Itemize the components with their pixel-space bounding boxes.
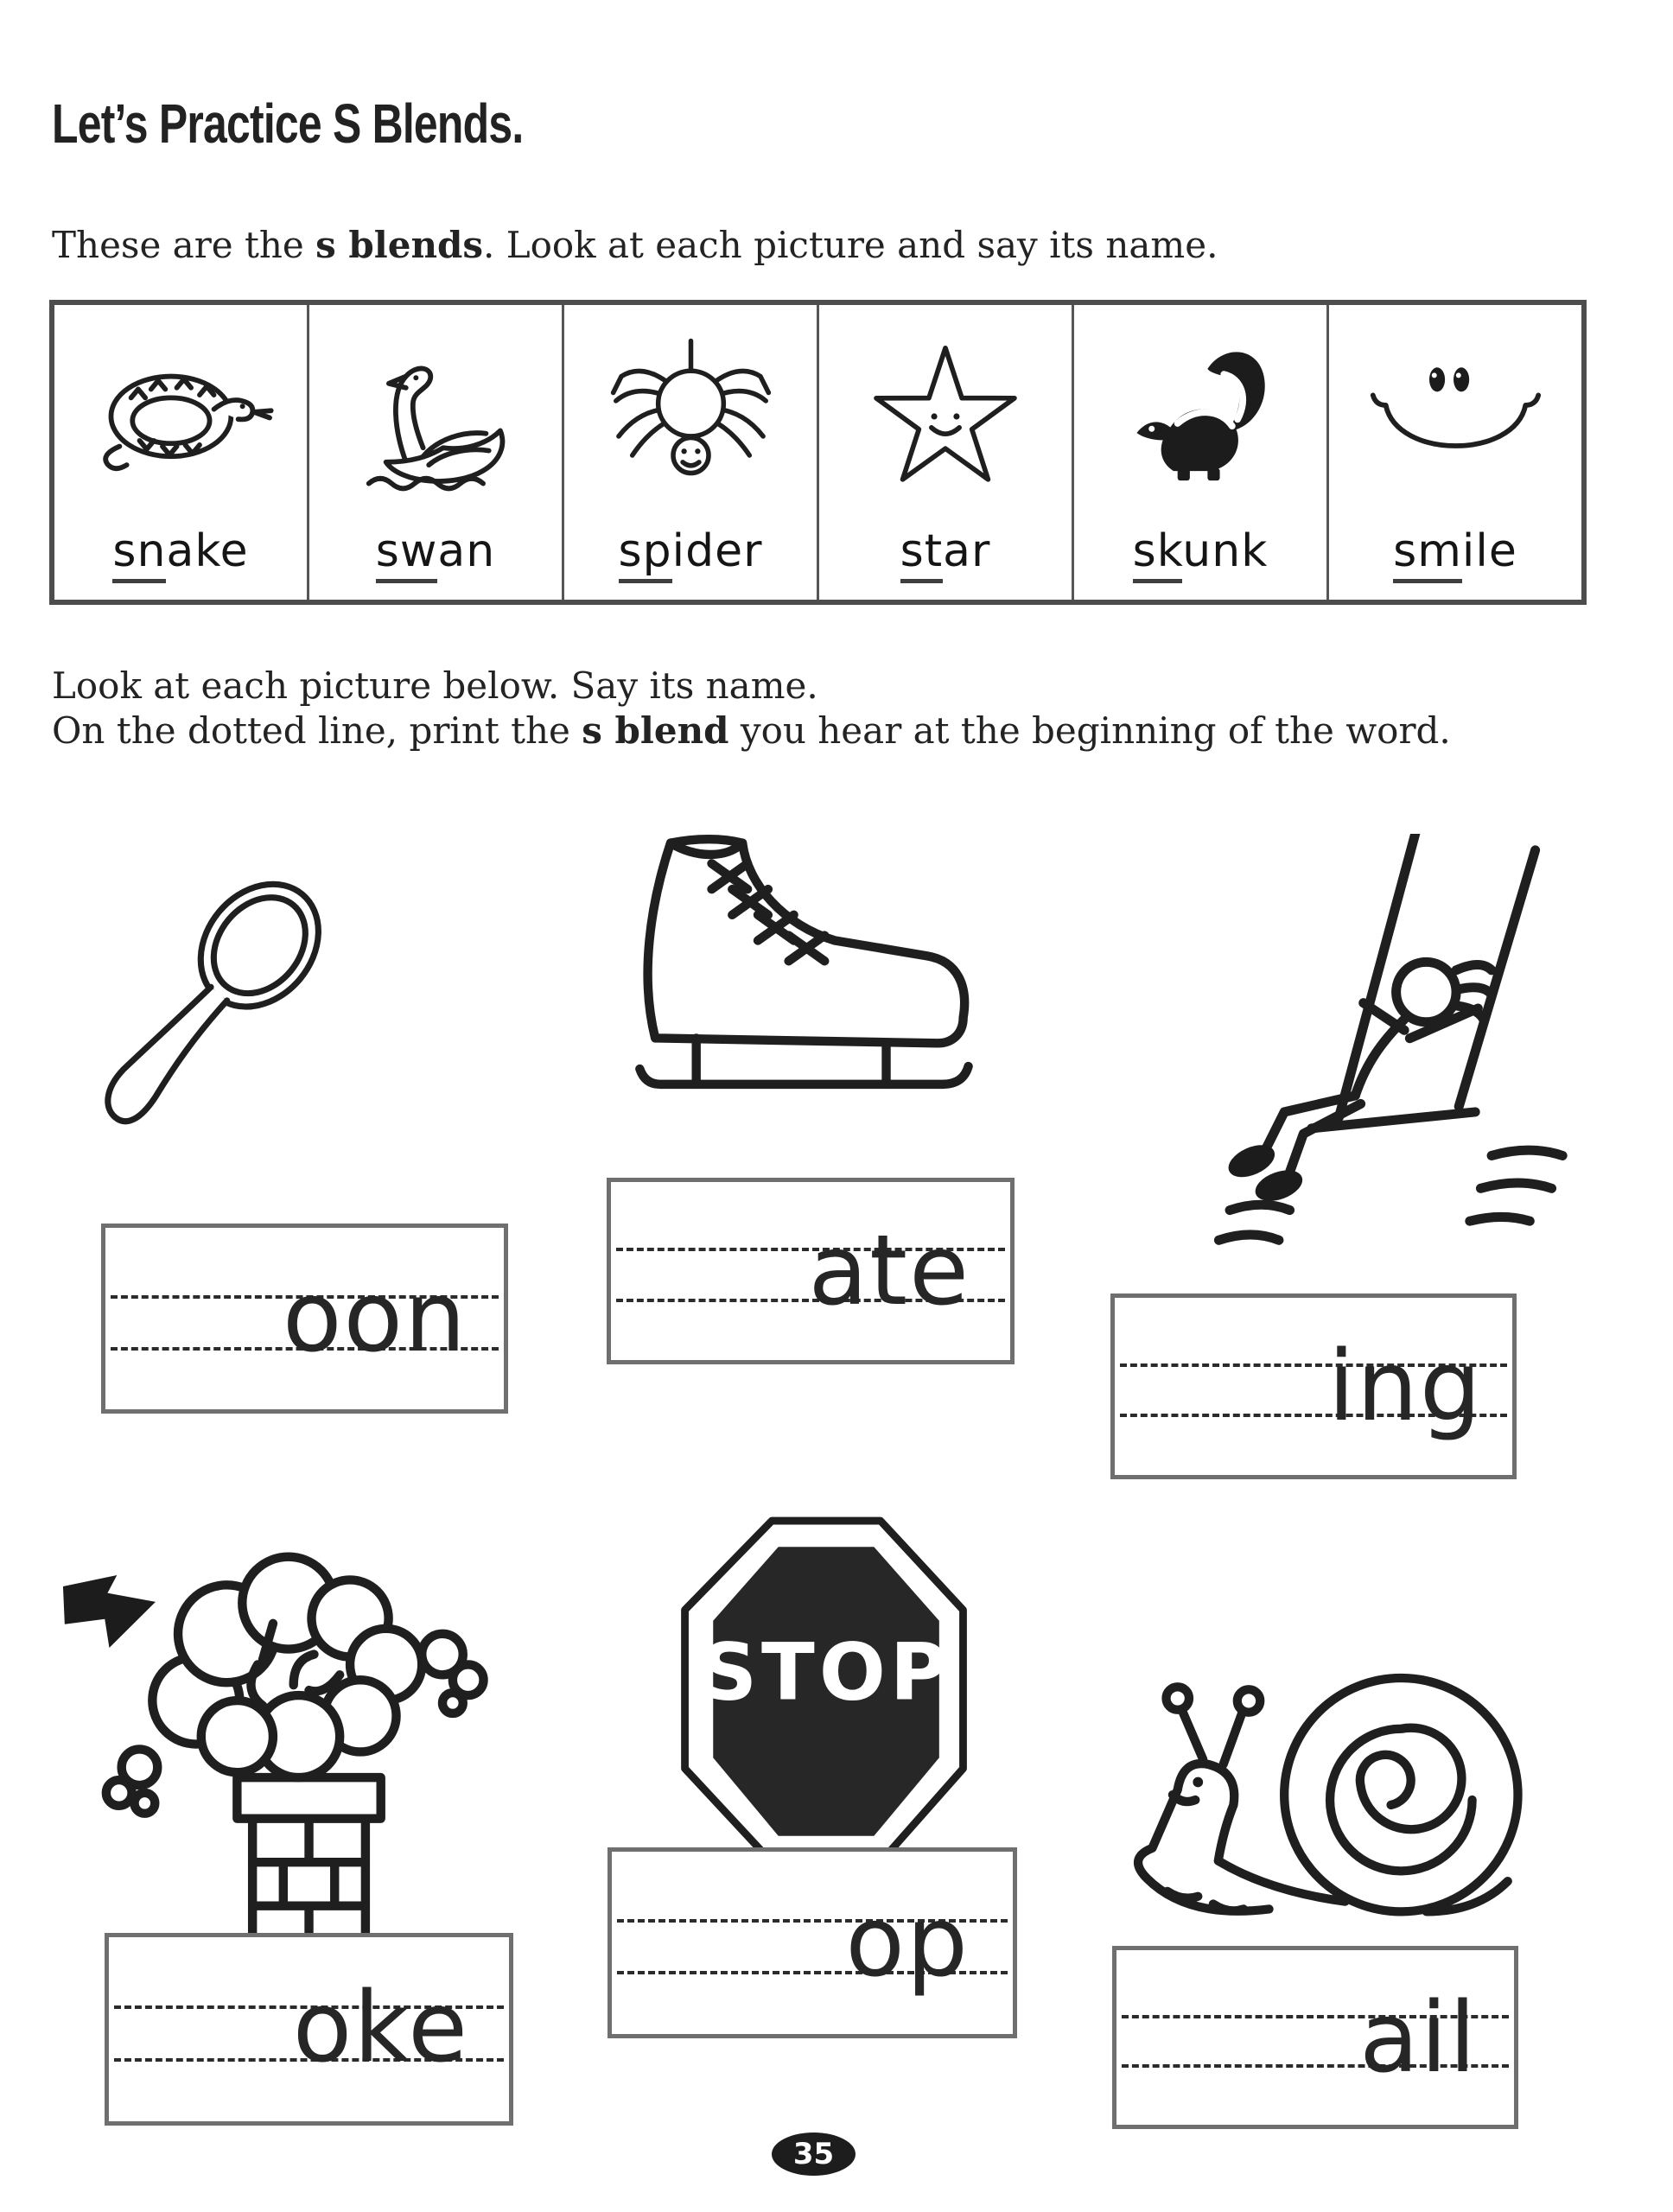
blend-rest: ider: [671, 525, 763, 577]
intro-post: . Look at each picture and say its name.: [483, 224, 1218, 266]
blend-letters: st: [900, 525, 943, 583]
blend-cell-star: [819, 305, 1074, 600]
word-ending: oon: [282, 1262, 468, 1375]
blend-letters: sn: [112, 525, 166, 583]
page-title-text: Let’s Practice S Blends.: [52, 92, 524, 155]
blend-cell-spider: [564, 305, 819, 600]
instruction-line2-post: you hear at the beginning of the word.: [728, 709, 1451, 752]
writing-box-stop[interactable]: [607, 1847, 1017, 2038]
smile-icon: [1329, 314, 1581, 525]
blend-cell-skunk: [1074, 305, 1329, 600]
page-title: [52, 92, 656, 156]
swan-icon: [309, 314, 562, 525]
writing-box-swing[interactable]: [1110, 1294, 1517, 1479]
snake-icon: [54, 314, 307, 525]
blend-label: [112, 525, 248, 577]
word-ending: ate: [808, 1215, 970, 1328]
blend-rest: ile: [1461, 525, 1517, 577]
blend-cell-swan: [309, 305, 564, 600]
blend-label: [376, 525, 495, 577]
blend-letters: sp: [619, 525, 672, 583]
blend-label: [1133, 525, 1269, 577]
instruction-line-1: Look at each picture below. Say its name.: [52, 664, 818, 707]
instruction-line2-bold: s blend: [582, 709, 729, 752]
smoke-icon: [93, 1516, 530, 1974]
blend-cell-snake: [54, 305, 309, 600]
blend-cell-smile: [1329, 305, 1581, 600]
writing-box-spoon[interactable]: [101, 1224, 508, 1414]
stop-sign-icon: [662, 1512, 982, 1871]
instruction-line2-pre: On the dotted line, print the: [52, 709, 582, 752]
intro-bold: s blends: [315, 224, 484, 266]
star-icon: [819, 314, 1072, 525]
word-ending: ing: [1327, 1331, 1483, 1444]
blend-letters: sw: [376, 525, 438, 583]
page-number: 35: [792, 2137, 835, 2171]
blend-letters: sk: [1133, 525, 1183, 583]
page-number-badge: [772, 2133, 856, 2176]
intro-instruction: [52, 223, 1218, 268]
word-ending: ail: [1359, 1982, 1478, 2095]
word-ending: oke: [292, 1971, 469, 2084]
blend-rest: ar: [943, 525, 991, 577]
skunk-icon: [1074, 314, 1326, 525]
intro-pre: These are the: [52, 224, 316, 266]
blend-rest: an: [437, 525, 496, 577]
exercise-instructions: [52, 664, 1451, 753]
swing-icon: [1106, 834, 1577, 1270]
writing-box-smoke[interactable]: [105, 1933, 513, 2126]
word-ending: op: [845, 1885, 970, 1999]
stop-sign-text: STOP: [700, 1627, 952, 1719]
blends-table: [49, 300, 1587, 605]
spoon-icon: [52, 821, 350, 1210]
blend-label: [1393, 525, 1517, 577]
blend-rest: unk: [1182, 525, 1269, 577]
blend-rest: ake: [166, 525, 249, 577]
writing-box-snail[interactable]: [1112, 1946, 1518, 2129]
blend-label: [619, 525, 763, 577]
snail-icon: [1091, 1637, 1574, 1967]
spider-icon: [564, 314, 817, 525]
skate-icon: [583, 810, 1020, 1160]
blend-letters: sm: [1393, 525, 1462, 583]
writing-box-skate[interactable]: [607, 1178, 1015, 1364]
blend-label: [900, 525, 991, 577]
instruction-line-2: [52, 709, 1451, 753]
